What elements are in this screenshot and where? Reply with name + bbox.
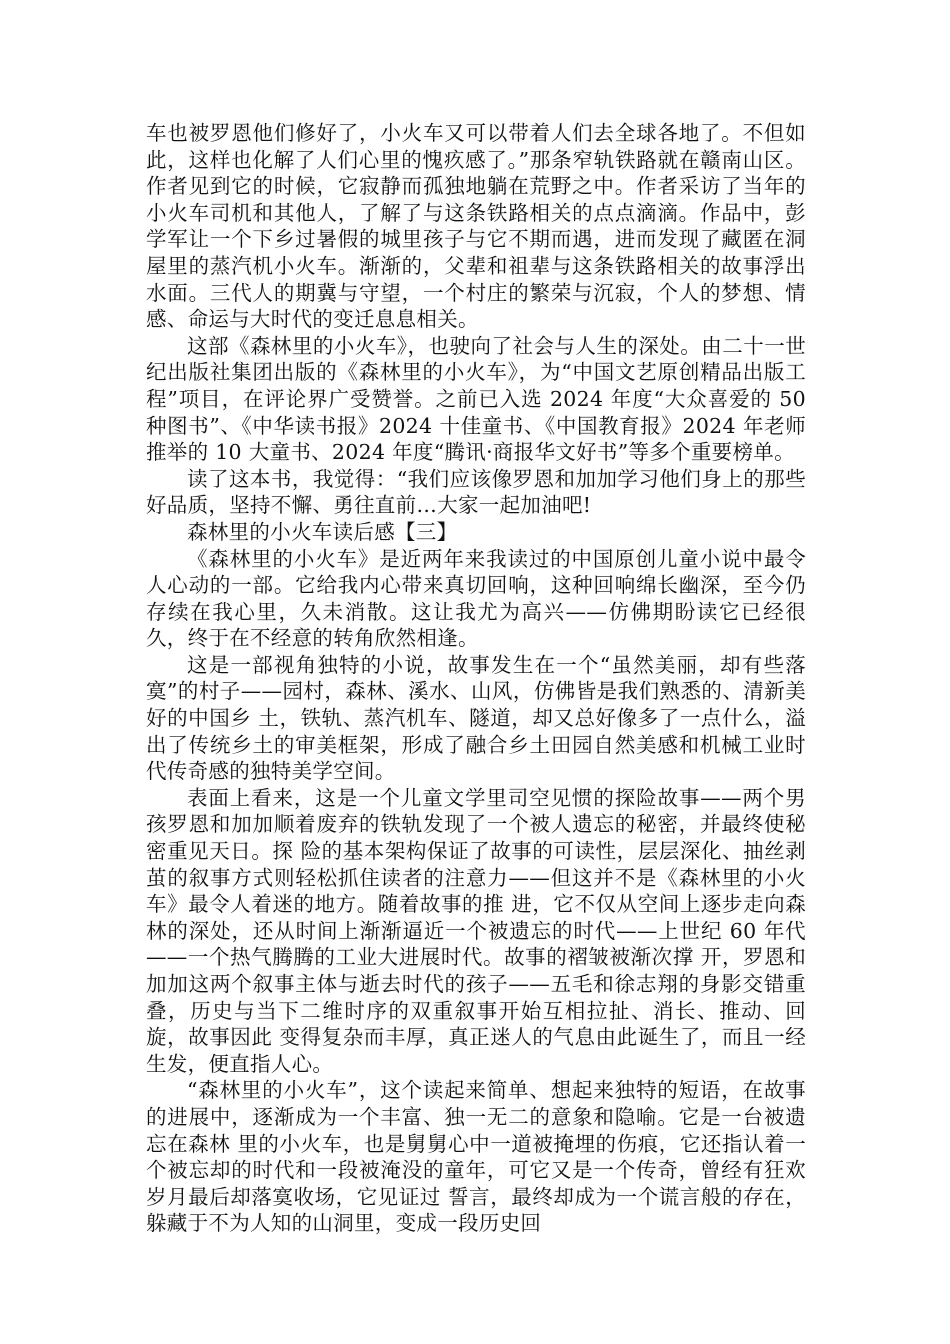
paragraph-1: 车也被罗恩他们修好了，小火车又可以带着人们去全球各地了。不但如此，这样也化解了人们心里的愧疚感了。”那条窄轨铁路就在赣南山区。作者见到它的时候，它寂静而孤独地躺在荒野之中。作者采访了当年的小火车司机和其他人，了解了与这条铁路相关的点点滴滴。作品中，彭学军让一个下乡过暑假的城里孩子与它不期而遇，进而发现了藏匿在洞屋里的蒸汽机小火车。渐渐的，父辈和祖辈与这条铁路相关的故事浮出水面。三代人的期冀与守望，一个村庄的繁荣与沉寂，个人的梦想、情感、命运与大时代的变迁息息相关。 bbox=[146, 121, 806, 332]
paragraph-6: 表面上看来，这是一个儿童文学里司空见惯的探险故事——两个男孩罗恩和加加顺着废弃的铁轨发现了一个被人遗忘的秘密，并最终使秘密重见天日。探 险的基本架构保证了故事的可读性，层层深化、抽丝剥茧的叙事方式则轻松抓住读者的注意力——但这并不是《森林里的小火车》最令人着迷的地方。随着故事的推 进，它不仅从空间上逐步走向森林的深处，还从时间上渐渐逼近一个被遗忘的时代——上世纪 60 年代——一个热气腾腾的工业大进展时代。故事的褶皱被渐次撑 开，罗恩和加加这两个叙事主体与逝去时代的孩子——五毛和徐志翔的身影交错重叠，历史与当下二维时序的双重叙事开始互相拉扯、消长、推动、回旋，故事因此 变得复杂而丰厚，真正迷人的气息由此诞生了，而且一经生发，便直指人心。 bbox=[146, 785, 806, 1076]
paragraph-7: “森林里的小火车”，这个读起来简单、想起来独特的短语，在故事的进展中，逐渐成为一个丰富、独一无二的意象和隐喻。它是一台被遗忘在森林 里的小火车，也是舅舅心中一道被掩埋的伤痕，它还指认着一个被忘却的时代和一段被淹没的童年，可它又是一个传奇，曾经有狂欢岁月最后却落寞收场，它见证过 誓言，最终却成为一个谎言般的存在，躲藏于不为人知的山洞里，变成一段历史回 bbox=[146, 1078, 806, 1236]
paragraph-2: 这部《森林里的小火车》，也驶向了社会与人生的深处。由二十一世纪出版社集团出版的《森林里的小火车》，为“中国文艺原创精品出版工程”项目，在评论界广受赞誉。之前已入选 2024 年度“大众喜爱的 50 种图书”、《中华读书报》2024 十佳童书、《中国教育报》2024 年老师推举的 10 大童书、2024 年度“腾讯·商报华文好书”等多个重要榜单。 bbox=[146, 333, 806, 465]
document-page bbox=[146, 120, 806, 1237]
section-heading: 森林里的小火车读后感【三】 bbox=[187, 519, 458, 544]
paragraph-3: 读了这本书，我觉得：“我们应该像罗恩和加加学习他们身上的那些好品质，坚持不懈、勇往直前…大家一起加油吧! bbox=[146, 466, 806, 518]
paragraph-4: 《森林里的小火车》是近两年来我读过的中国原创儿童小说中最令人心动的一部。它给我内心带来真切回响，这种回响绵长幽深，至今仍存续在我心里，久未消散。这让我尤为高兴——仿佛期盼读它已经很久，终于在不经意的转角欣然相逢。 bbox=[146, 546, 806, 651]
paragraph-5: 这是一部视角独特的小说，故事发生在一个“虽然美丽，却有些落寞”的村子——园村，森林、溪水、山风，仿佛皆是我们熟悉的、清新美好的中国乡 土，铁轨、蒸汽机车、隧道，却又总好像多了一点什么，溢出了传统乡土的审美框架，形成了融合乡土田园自然美感和机械工业时代传奇感的独特美学空间。 bbox=[146, 652, 806, 784]
